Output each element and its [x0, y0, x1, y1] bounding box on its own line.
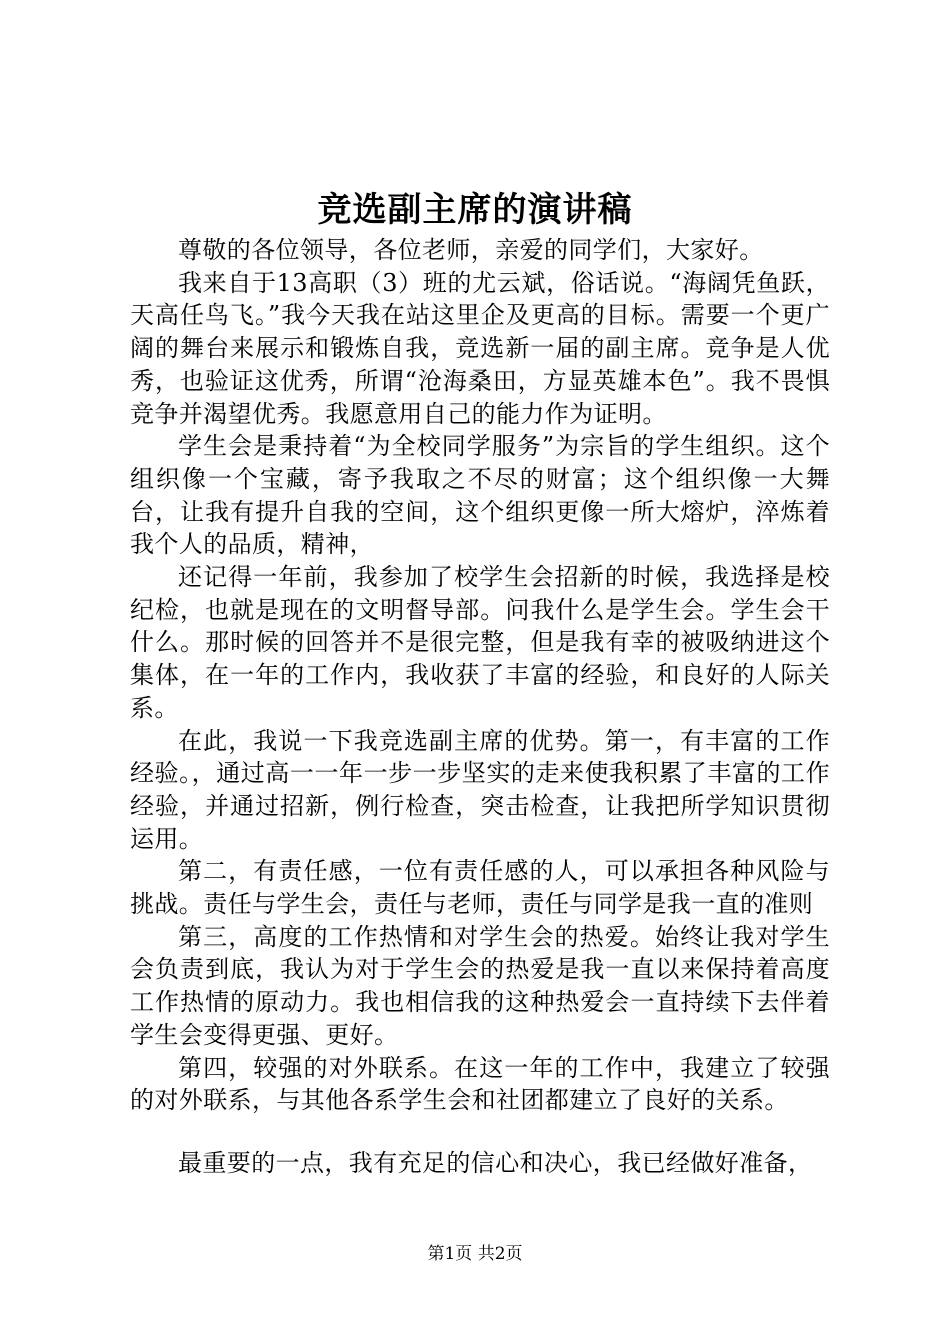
document-title: 竞选副主席的演讲稿: [317, 190, 633, 230]
paragraph-student-union: 学生会是秉持着“为全校同学服务”为宗旨的学生组织。这个组织像一个宝藏，寄予我取之不尽的财富；这个组织像一大舞台，让我有提升自我的空间，这个组织更像一所大熔炉，淬炼着我个人的品质，精神，: [130, 432, 830, 559]
paragraph-advantage-three: 第三，高度的工作热情和对学生会的热爱。始终让我对学生会负责到底，我认为对于学生会的热爱是我一直以来保持着高度工作热情的原动力。我也相信我的这种热爱会一直持续下去伴着学生会变得更强、更好。: [130, 922, 830, 1049]
document-body: [130, 234, 830, 1180]
page-footer: 第1页 共2页: [427, 1244, 523, 1264]
paragraph-advantage-one: 在此，我说一下我竞选副主席的优势。第一，有丰富的工作经验。，通过高一一年一步一步坚实的走来使我积累了丰富的工作经验，并通过招新，例行检查，突击检查，让我把所学知识贯彻运用。: [130, 726, 830, 853]
paragraph-advantage-two: 第二，有责任感，一位有责任感的人，可以承担各种风险与挑战。责任与学生会，责任与老师，责任与同学是我一直的准则: [130, 857, 830, 919]
paragraph-introduction: 我来自于13高职（3）班的尤云斌，俗话说。“海阔凭鱼跃，天高任鸟飞。”我今天我在站这里企及更高的目标。需要一个更广阔的舞台来展示和锻炼自我，竞选新一届的副主席。竞争是人优秀，也验证这优秀，所谓“沧海桑田，方显英雄本色”。我不畏惧竞争并渴望优秀。我愿意用自己的能力作为证明。: [130, 268, 830, 428]
paragraph-most-important: 最重要的一点，我有充足的信心和决心，我已经做好准备，: [178, 1148, 813, 1177]
paragraph-experience: 还记得一年前，我参加了校学生会招新的时候，我选择是校纪检，也就是现在的文明督导部。问我什么是学生会。学生会干什么。那时候的回答并不是很完整，但是我有幸的被吸纳进这个集体，在一年的工作内，我收获了丰富的经验，和良好的人际关系。: [130, 563, 830, 722]
paragraph-advantage-four: 第四，较强的对外联系。在这一年的工作中，我建立了较强的对外联系，与其他各系学生会和社团都建立了良好的关系。: [130, 1053, 830, 1115]
paragraph-greeting: 尊敬的各位领导，各位老师，亲爱的同学们，大家好。: [178, 236, 764, 264]
